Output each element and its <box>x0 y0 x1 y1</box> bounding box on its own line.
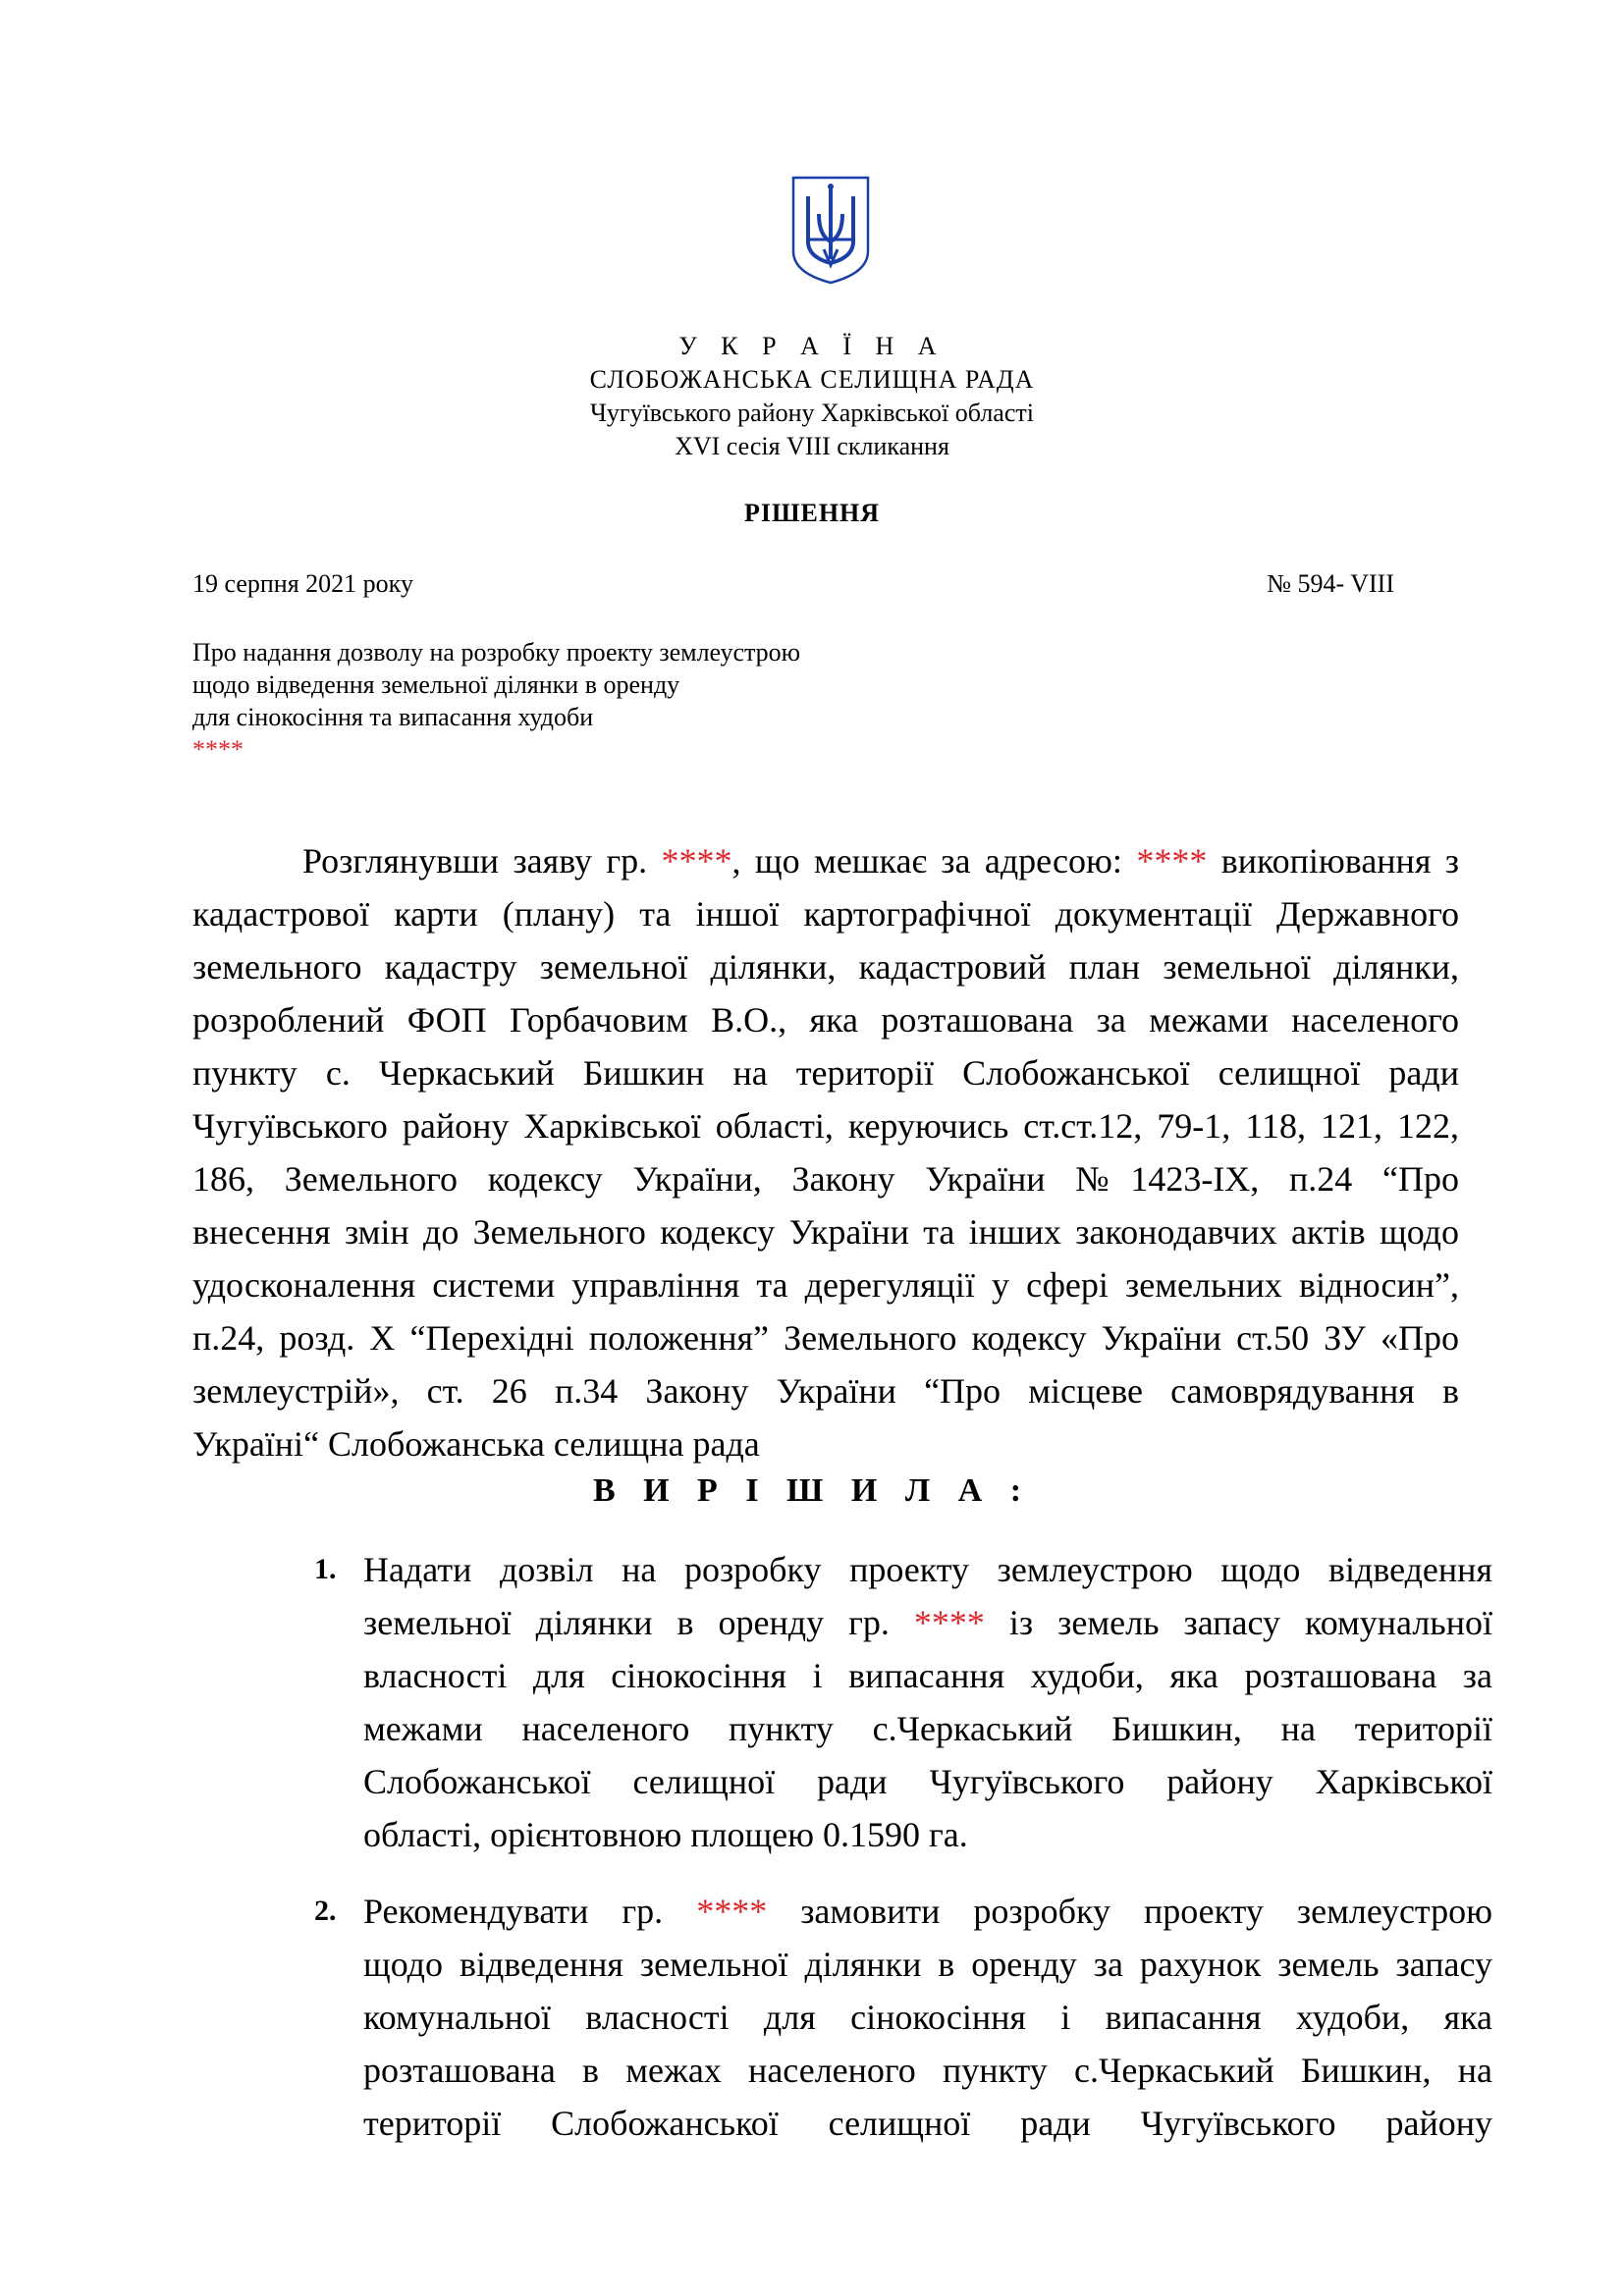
item-line: Надати дозвіл на розробку проекту землеустрою щодо відведення <box>363 1550 1492 1589</box>
redacted-name: **** <box>661 841 732 881</box>
preamble-line: Чугуївського району Харківської області, керуючись ст.ст.12, 79-1, 118, 121, 122, <box>192 1106 1459 1146</box>
coat-of-arms-icon <box>790 175 871 285</box>
item-line: комунальної власності для сінокосіння і випасання худоби, яка <box>363 1998 1492 2037</box>
item-line: щодо відведення земельної ділянки в оренду за рахунок земель запасу <box>363 1945 1492 1984</box>
subject-line: Про надання дозволу на розробку проекту землеустрою <box>192 638 801 667</box>
item-number: 2. <box>314 1895 337 1927</box>
council-title: СЛОБОЖАНСЬКА СЕЛИЩНА РАДА <box>589 365 1035 394</box>
item-line: території Слобожанської селищної ради Чугуївського району <box>363 2104 1492 2143</box>
preamble-line: п.24, розд. Х “Перехідні положення” Земельного кодексу України ст.50 ЗУ «Про <box>192 1318 1459 1358</box>
item-line: області, орієнтовною площею 0.1590 га. <box>363 1815 968 1854</box>
redacted-name: **** <box>913 1603 985 1642</box>
preamble-line: Україні“ Слобожанська селищна рада <box>192 1424 760 1464</box>
item-number: 1. <box>314 1553 337 1585</box>
preamble-line: 186, Земельного кодексу України, Закону України №1423-IX, п.24 “Про <box>192 1159 1459 1199</box>
preamble-line: кадастрової карти (плану) та іншої картографічної документації Державного <box>192 894 1459 934</box>
preamble-line: внесення змін до Земельного кодексу України та інших законодавчих актів щодо <box>192 1212 1459 1252</box>
item-line: Рекомендувати гр. **** замовити розробку проекту землеустрою <box>363 1892 1492 1931</box>
item-line: земельної ділянки в оренду гр. **** із земель запасу комунальної <box>363 1603 1492 1642</box>
country-title: У К Р А Ї Н А <box>678 332 946 360</box>
preamble-line: розроблений ФОП Горбачовим В.О., яка розташована за межами населеного <box>192 1000 1459 1040</box>
subject-line: щодо відведення земельної ділянки в оренду <box>192 670 680 699</box>
decision-number: № 594- VIII <box>1267 569 1394 598</box>
decision-date: 19 серпня 2021 року <box>192 569 413 598</box>
preamble-paragraph <box>192 834 1459 1470</box>
item-line: Слобожанської селищної ради Чугуївського району Харківської <box>363 1762 1492 1801</box>
preamble-line: удосконалення системи управління та дерегуляції у сфері земельних відносин”, <box>192 1265 1459 1305</box>
redacted-name: **** <box>696 1892 768 1931</box>
item-text <box>363 1543 1492 1861</box>
session-line: XVI сесія VIII скликання <box>675 432 949 460</box>
subject-line: для сінокосіння та випасання худоби <box>192 703 594 731</box>
redacted-name: **** <box>192 735 244 764</box>
item-text <box>363 1885 1492 2150</box>
district-line: Чугуївського району Харківської області <box>590 399 1034 427</box>
item-line: розташована в межах населеного пункту с.Черкаський Бишкин, на <box>363 2051 1492 2090</box>
preamble-line: землеустрій», ст. 26 п.34 Закону України “Про місцеве самоврядування в <box>192 1371 1459 1411</box>
preamble-line: Розглянувши заяву гр. ****, що мешкає за адресою: **** викопіювання з <box>302 841 1459 881</box>
item-line: власності для сінокосіння і випасання худоби, яка розташована за <box>363 1656 1492 1695</box>
decision-subject <box>192 636 800 766</box>
redacted-address: **** <box>1136 841 1208 881</box>
decision-title: РІШЕННЯ <box>743 499 881 527</box>
preamble-line: пункту с. Черкаський Бишкин на території Слобожанської селищної ради <box>192 1053 1459 1093</box>
preamble-line: земельного кадастру земельної ділянки, кадастровий план земельної ділянки, <box>192 947 1459 987</box>
resolved-heading: В И Р І Ш И Л А : <box>592 1472 1032 1509</box>
item-line: межами населеного пункту с.Черкаський Бишкин, на території <box>363 1709 1492 1748</box>
